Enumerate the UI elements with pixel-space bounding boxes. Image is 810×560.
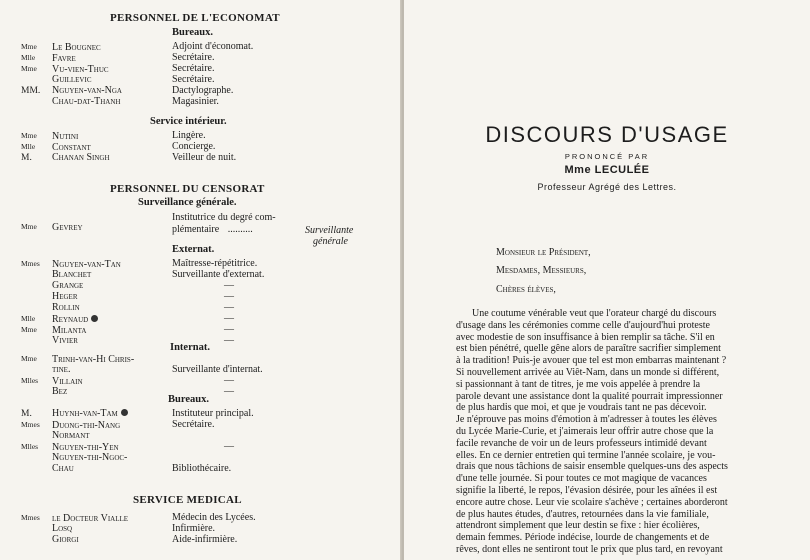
person-name: Guillevic xyxy=(52,74,92,85)
salutation-president: Monsieur le Président, xyxy=(496,247,591,258)
speech-line: de plus hardis que moi, et que je voudrais tant ne pas décevoir. xyxy=(456,402,707,414)
staff-row xyxy=(0,63,402,74)
person-name: Nutini xyxy=(52,131,79,142)
speech-author: Mme LECULÉE xyxy=(564,164,650,176)
speech-line: elles. En ce dernier entretien qui termine l'année scolaire, je vou- xyxy=(456,449,716,461)
person-role: Dactylographe. xyxy=(172,85,234,96)
staff-row xyxy=(0,419,402,430)
staff-row xyxy=(0,353,402,364)
speech-line: Si nouvellement arrivée au Viêt-Nam, dans un monde si différent, xyxy=(456,367,720,378)
staff-row xyxy=(0,441,402,452)
staff-name-cell xyxy=(21,364,70,375)
person-name: Villain xyxy=(52,376,83,387)
person-role: — xyxy=(224,386,234,397)
speech-line: attendront simplement que leur destin se fixe : hier écolières, xyxy=(456,520,700,532)
person-name: Favre xyxy=(52,53,76,64)
staff-name-cell xyxy=(21,452,127,463)
person-role: — xyxy=(224,280,234,291)
staff-name-cell xyxy=(21,386,67,397)
speech-line: signifie la liberté, le repos, l'évasion désirée, pour les aînées il est xyxy=(456,485,718,496)
speech-title: DISCOURS D'USAGE xyxy=(485,122,729,147)
staff-row xyxy=(0,324,402,335)
speech-line: rêves, dont elles ne sentiront tout le prix que plus tard, en revoyant xyxy=(456,544,723,555)
person-title: M. xyxy=(21,409,32,419)
person-title: Mme xyxy=(21,131,37,140)
person-role: — xyxy=(224,302,234,313)
person-role: — xyxy=(224,441,234,452)
left-page xyxy=(0,0,402,560)
staff-row xyxy=(0,74,402,85)
person-title: Mlle xyxy=(21,314,36,323)
economat-service-label: Service intérieur. xyxy=(150,116,227,127)
speech-line: d'une telle journée. Si pour toutes ce mot magique de vacances xyxy=(456,473,707,485)
person-name: Losq xyxy=(52,523,73,534)
person-name: tine. xyxy=(52,364,71,375)
staff-name-cell xyxy=(21,96,120,107)
person-role: — xyxy=(224,335,234,346)
staff-row xyxy=(0,269,402,280)
externat-label: Externat. xyxy=(172,244,215,255)
person-name: Chau xyxy=(52,463,74,474)
staff-row xyxy=(0,141,402,152)
person-title: Mlles xyxy=(21,376,39,385)
person-name: Reynaud xyxy=(52,314,89,325)
person-name: Grange xyxy=(52,280,84,291)
person-name: Vivier xyxy=(52,335,78,346)
person-role: Surveillante d'externat. xyxy=(172,269,265,280)
person-role: Veilleur de nuit. xyxy=(172,152,237,163)
staff-name-cell xyxy=(21,280,83,291)
person-role: Secrétaire. xyxy=(172,74,215,85)
staff-row xyxy=(0,130,402,141)
staff-row xyxy=(0,523,402,534)
censorat-bureaux-label: Bureaux. xyxy=(168,394,209,405)
staff-name-cell xyxy=(21,534,79,545)
person-name: Nguyen-van-Tan xyxy=(52,259,121,270)
person-title: Mmes xyxy=(21,513,40,522)
person-role: Aide-infirmière. xyxy=(172,534,238,545)
decoration-badge-icon xyxy=(91,315,98,322)
person-role: — xyxy=(224,324,234,335)
person-title: Mmes xyxy=(21,420,40,429)
person-role: — xyxy=(224,375,234,386)
staff-name-cell xyxy=(21,430,90,441)
right-page xyxy=(404,0,810,560)
person-name: Normant xyxy=(52,430,90,441)
salutation-students: Chères élèves, xyxy=(496,284,556,295)
person-title: Mme xyxy=(21,64,37,73)
censorat-surveillance-label: Surveillance générale. xyxy=(138,197,237,208)
staff-name-cell xyxy=(21,269,91,280)
person-name: Duong-thi-Nang xyxy=(52,420,121,431)
speech-line: du Lycée Marie-Curie, et j'aimerais leur offrir autre chose que la xyxy=(456,426,714,437)
staff-name-cell xyxy=(21,74,92,85)
economat-heading: PERSONNEL DE L'ECONOMAT xyxy=(110,12,280,24)
speech-line: d'usage dans les cérémonies comme celle d'aujourd'hui proteste xyxy=(456,319,710,331)
staff-row xyxy=(0,408,402,419)
person-title: M. xyxy=(21,153,32,163)
staff-row xyxy=(0,512,402,523)
staff-name-cell xyxy=(21,302,80,313)
person-name: Chanan Singh xyxy=(52,152,110,163)
staff-row xyxy=(0,302,402,313)
speech-line: parole devant une assistance dont la qualité pourrait impressionner xyxy=(456,390,723,402)
person-role: Bibliothécaire. xyxy=(172,463,232,474)
person-role: Secrétaire. xyxy=(172,419,215,430)
speech-line: si passionnant à tant de titres, je me vois appelée à prendre la xyxy=(456,378,701,390)
salutation-audience: Mesdames, Messieurs, xyxy=(496,265,587,276)
person-role: Surveillante d'internat. xyxy=(172,364,263,375)
staff-name-cell xyxy=(21,463,74,474)
staff-row xyxy=(0,85,402,96)
person-name: Constant xyxy=(52,142,91,153)
person-name: Trinh-van-Hi Chris- xyxy=(52,354,135,365)
person-role: Concierge. xyxy=(172,141,216,152)
person-name: Heger xyxy=(52,291,78,302)
person-name: Giorgi xyxy=(52,534,79,545)
speech-line: Une coutume vénérable veut que l'orateur chargé du discours xyxy=(472,308,717,319)
staff-name-cell xyxy=(21,335,78,346)
person-role: Secrétaire. xyxy=(172,63,215,74)
person-name: Blanchet xyxy=(52,269,92,280)
staff-row xyxy=(0,430,402,441)
person-title: Mme xyxy=(21,325,37,334)
staff-row xyxy=(0,52,402,63)
staff-row xyxy=(0,313,402,324)
medical-heading: SERVICE MEDICAL xyxy=(133,494,242,506)
person-role: Médecin des Lycées. xyxy=(172,512,256,523)
speech-pronounced-by: PRONONCÉ PAR xyxy=(564,152,650,161)
economat-bureaux-label: Bureaux. xyxy=(172,27,213,38)
person-title: Mlles xyxy=(21,442,39,451)
person-name: le Docteur Vialle xyxy=(52,513,129,524)
person-name: Vu-vien-Thuc xyxy=(52,64,109,75)
speech-line: à la tradition! Puis-je avouer que tel est mon embarras maintenant ? xyxy=(456,355,727,367)
staff-name-cell xyxy=(21,291,78,302)
person-name: Nguyen-van-Nga xyxy=(52,85,122,96)
staff-row xyxy=(0,364,402,375)
surveillance-note-line1: Surveillante xyxy=(305,225,354,236)
person-role: — xyxy=(224,313,234,324)
surveillance-leader-dots: .......... xyxy=(227,224,253,235)
person-role: Secrétaire. xyxy=(172,52,215,63)
decoration-badge-icon xyxy=(121,409,128,416)
censorat-heading: PERSONNEL DU CENSORAT xyxy=(110,183,265,195)
speech-author-title: Professeur Agrégé des Lettres. xyxy=(537,182,677,192)
staff-row xyxy=(0,452,402,463)
person-name: Gevrey xyxy=(52,222,83,233)
person-role: — xyxy=(224,291,234,302)
staff-row xyxy=(0,258,402,269)
speech-line: Je n'éprouve pas moins d'émotion à m'adresser à toutes les élèves xyxy=(456,414,717,426)
surveillance-role-line2: plémentaire xyxy=(172,224,220,235)
staff-row xyxy=(0,534,402,545)
person-role: Lingère. xyxy=(172,130,206,141)
staff-name-cell xyxy=(21,152,110,164)
person-role: Magasinier. xyxy=(172,96,219,107)
internat-label: Internat. xyxy=(170,342,210,353)
speech-line: avec modestie de son insuffisance à bien remplir sa tâche. S'il en xyxy=(456,331,715,343)
staff-row xyxy=(0,375,402,386)
staff-row xyxy=(0,291,402,302)
surveillance-role-line1: Institutrice du degré com- xyxy=(172,212,276,223)
staff-row xyxy=(0,41,402,52)
person-role: Infirmière. xyxy=(172,523,216,534)
speech-line: facile revanche de voir un de leurs professeurs intimidé devant xyxy=(456,437,707,449)
person-role: Adjoint d'économat. xyxy=(172,41,254,52)
staff-name-cell xyxy=(21,523,72,534)
person-title: MM. xyxy=(21,86,41,96)
surveillance-note-line2: générale xyxy=(313,236,348,247)
person-title: Mlle xyxy=(21,53,36,62)
staff-row xyxy=(0,280,402,291)
person-title: Mme xyxy=(21,222,37,231)
person-title: Mme xyxy=(21,354,37,363)
staff-row xyxy=(0,152,402,163)
person-role: Instituteur principal. xyxy=(172,408,254,419)
staff-row xyxy=(0,96,402,107)
person-title: Mlle xyxy=(21,142,36,151)
person-name: Bez xyxy=(52,386,68,397)
person-name: Nguyen-thi-Yen xyxy=(52,442,119,453)
speech-line: de plus hautes études, d'autres, retournées dans la vie familiale, xyxy=(456,508,709,520)
person-name: Milanta xyxy=(52,325,87,336)
person-title: Mmes xyxy=(21,259,40,268)
person-name: Le Bougnec xyxy=(52,42,101,53)
staff-row xyxy=(0,463,402,474)
person-name: Nguyen-thi-Ngoc- xyxy=(52,452,128,463)
speech-line: est bien pénétré, quelle gêne alors de paraître sacrifier simplement xyxy=(456,343,721,355)
person-name: Huynh-van-Tam xyxy=(52,408,118,419)
person-role: Maîtresse-répétitrice. xyxy=(172,258,258,269)
person-name: Rollin xyxy=(52,302,80,313)
speech-line: demain femmes. Période indécise, lourde de changements et de xyxy=(456,532,710,544)
person-title: Mme xyxy=(21,42,37,51)
person-name: Chau-dat-Thanh xyxy=(52,96,121,107)
speech-line: drais que nous tâchions de saisir ensemble quelques-uns des aspects xyxy=(456,461,728,473)
speech-line: encore autre chose. Leur vie scolaire s'achève ; certaines aborderont xyxy=(456,496,728,508)
